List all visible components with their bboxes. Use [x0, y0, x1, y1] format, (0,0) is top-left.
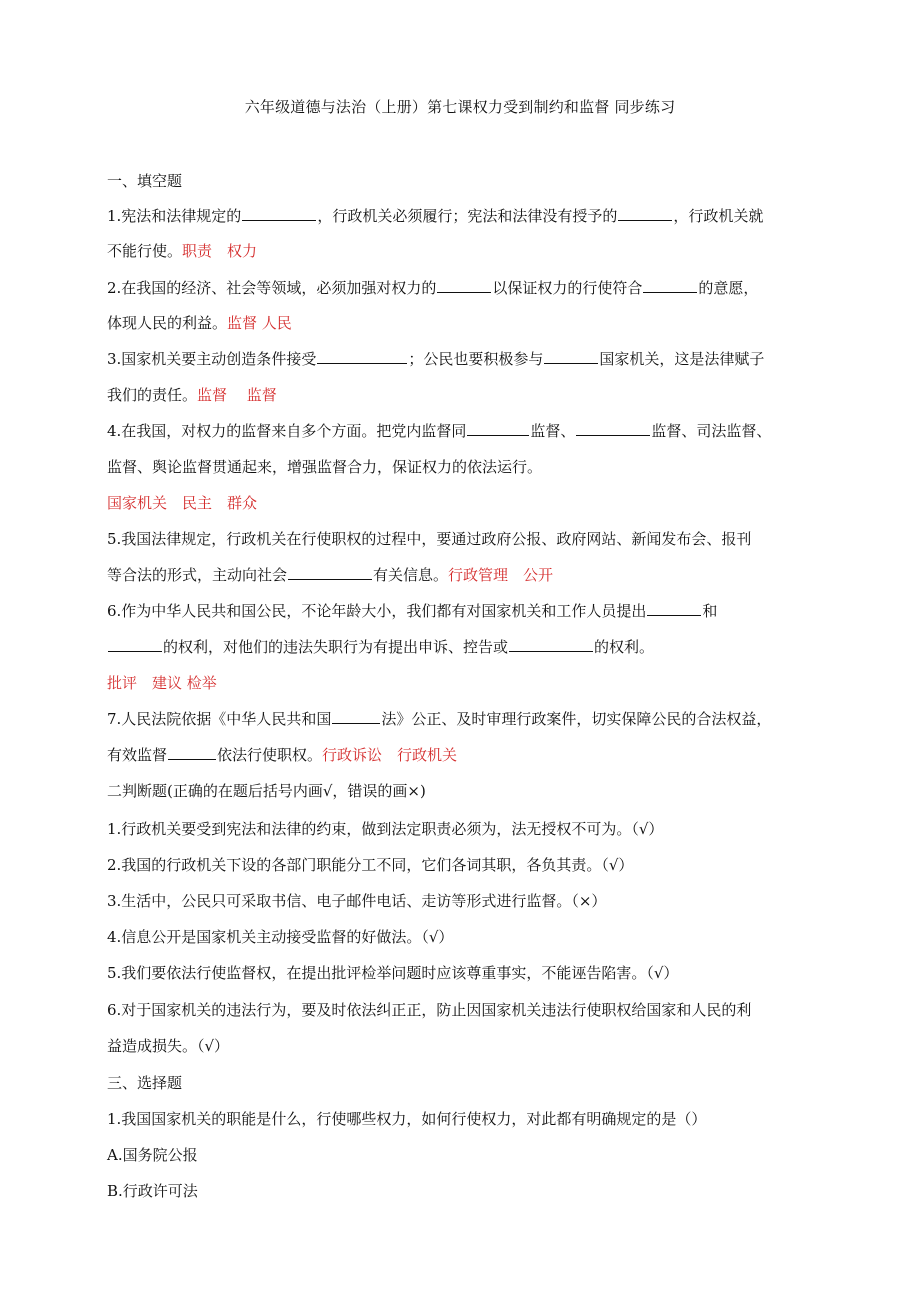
choice-option: B.行政许可法 — [107, 1182, 198, 1200]
answer-blank — [643, 277, 697, 293]
judge-item: 2.我国的行政机关下设的各部门职能分工不同，它们各词其职，各负其责。（√） — [107, 856, 634, 874]
judge-item: 4.信息公开是国家机关主动接受监督的好做法。（√） — [107, 928, 454, 946]
judge-item: 1.行政机关要受到宪法和法律的约束，做到法定职责必须为，法无授权不可为。（√） — [107, 820, 664, 838]
fill-q1-line2: 不能行使。职责 权力 — [107, 242, 258, 260]
answer-blank — [544, 348, 598, 364]
answer-blank — [467, 420, 529, 436]
answer-text: 批评 建议 检举 — [107, 674, 217, 692]
fill-q5-line2: 等合法的形式，主动向社会 有关信息。行政管理 公开 — [107, 566, 554, 584]
answer-text: 行政管理 公开 — [448, 566, 554, 584]
choice-heading: 三、选择题 — [107, 1074, 183, 1092]
answer-blank — [618, 205, 672, 221]
fill-q4-line2: 监督、舆论监督贯通起来，增强监督合力，保证权力的依法运行。 — [107, 458, 543, 476]
fill-q6-line2: 的权利，对他们的违法失职行为有提出申诉、控告或 的权利。 — [107, 636, 817, 658]
answer-blank — [509, 636, 593, 652]
fill-q2-line2: 体现人民的利益。监督 人民 — [107, 314, 292, 332]
fill-heading: 一、填空题 — [107, 172, 183, 190]
fill-q6-line1: 6.作为中华人民共和国公民，不论年龄大小，我们都有对国家机关和工作人员提出 和 — [107, 602, 718, 620]
answer-text: 国家机关 民主 群众 — [107, 494, 258, 512]
answer-blank — [168, 744, 216, 760]
answer-text: 监督 监督 — [197, 386, 277, 404]
judge-item: 6.对于国家机关的违法行为，要及时依法纠正正，防止因国家机关违法行使职权给国家和人民的利 — [107, 1001, 752, 1019]
fill-q7-line1: 7.人民法院依据《中华人民共和国 法》公正、及时审理行政案件，切实保障公民的合法权益， — [107, 710, 772, 728]
fill-q2-line1: 2.在我国的经济、社会等领域，必须加强对权力的 以保证权力的行使符合 的意愿， — [107, 279, 759, 297]
answer-blank — [242, 205, 316, 221]
fill-q3-line2: 我们的责任。监督 监督 — [107, 386, 277, 404]
answer-blank — [288, 564, 372, 580]
answer-text: 职责 权力 — [182, 242, 258, 260]
page-title: 六年级道德与法治（上册）第七课权力受到制约和监督 同步练习 — [244, 98, 676, 116]
judge-item: 5.我们要依法行使监督权，在提出批评检举问题时应该尊重事实，不能诬告陷害。（√） — [107, 964, 679, 982]
fill-q7-line2: 有效监督 依法行使职权。行政诉讼 行政机关 — [107, 746, 458, 764]
answer-blank — [576, 420, 650, 436]
judge-item: 3.生活中，公民只可采取书信、电子邮件电话、走访等形式进行监督。（×） — [107, 892, 607, 910]
answer-text: 监督 人民 — [227, 314, 292, 332]
fill-q3-line1: 3.国家机关要主动创造条件接受 ；公民也要积极参与 国家机关，这是法律赋子 — [107, 350, 765, 368]
answer-blank — [108, 636, 162, 652]
choice-option: A.国务院公报 — [107, 1146, 198, 1164]
answer-text: 行政诉讼 行政机关 — [322, 746, 458, 764]
fill-q5-line1: 5.我国法律规定，行政机关在行使职权的过程中，要通过政府公报、政府网站、新闻发布会、报刊 — [107, 530, 752, 548]
choice-question: 1.我国国家机关的职能是什么，行使哪些权力，如何行使权力，对此都有明确规定的是（） — [107, 1110, 707, 1128]
answer-blank — [647, 600, 701, 616]
fill-q4-line1: 4.在我国，对权力的监督来自多个方面。把党内监督同 监督、 监督、司法监督、 — [107, 422, 772, 440]
judge-item: 益造成损失。（√） — [107, 1037, 230, 1055]
judge-heading: 二判断题(正确的在题后括号内画√，错误的画×) — [107, 782, 426, 800]
answer-blank — [317, 348, 407, 364]
answer-blank — [332, 708, 380, 724]
fill-q1-line1: 1.宪法和法律规定的 ，行政机关必须履行；宪法和法律没有授予的 ，行政机关就 — [107, 207, 764, 225]
answer-blank — [437, 277, 491, 293]
